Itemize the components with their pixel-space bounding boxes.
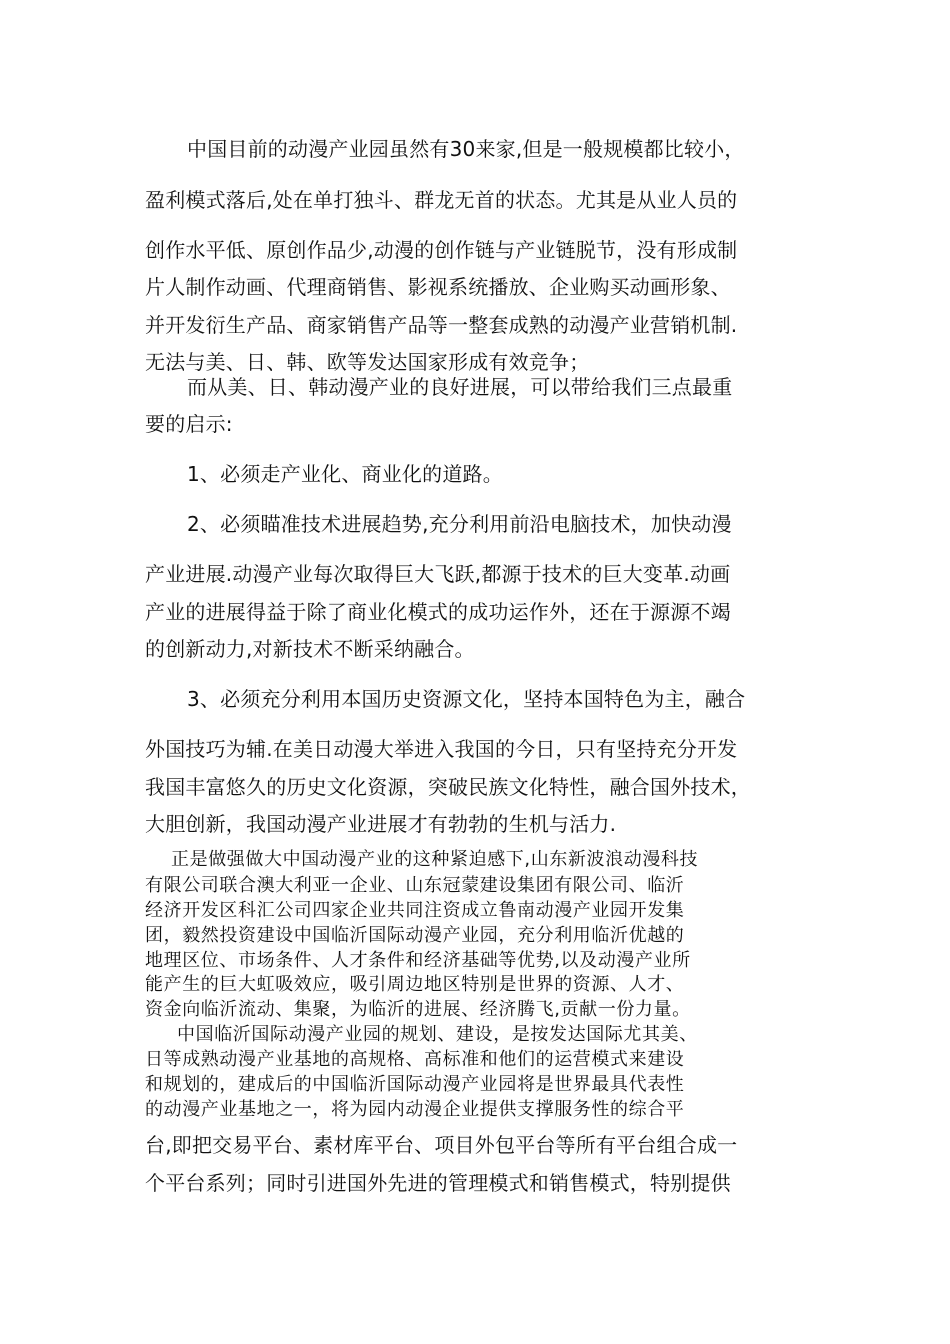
text-line: 的动漫产业基地之一，将为园内动漫企业提供支撑服务性的综合平: [145, 1099, 685, 1120]
text-line: 创作水平低、原创作品少,动漫的创作链与产业链脱节，没有形成制: [145, 238, 738, 262]
text-line: 产业进展.动漫产业每次取得巨大飞跃,都源于技术的巨大变革.动画: [145, 562, 731, 586]
text-line: 并开发衍生产品、商家销售产品等一整套成熟的动漫产业营销机制.: [145, 313, 738, 337]
text-line: 台,即把交易平台、素材库平台、项目外包平台等所有平台组合成一: [145, 1133, 738, 1157]
text-line: 团，毅然投资建设中国临沂国际动漫产业园，充分利用临沂优越的: [145, 925, 685, 946]
text-line: 中国目前的动漫产业园虽然有30来家,但是一般规模都比较小，: [187, 137, 745, 161]
text-line: 能产生的巨大虹吸效应，吸引周边地区特别是世界的资源、人才、: [145, 974, 685, 995]
text-line: 个平台系列；同时引进国外先进的管理模式和销售模式，特别提供: [145, 1171, 731, 1195]
text-line: 无法与美、日、韩、欧等发达国家形成有效竞争；: [145, 350, 590, 374]
text-line: 中国临沂国际动漫产业园的规划、建设，是按发达国际尤其美、: [177, 1024, 698, 1045]
text-line: 和规划的，建成后的中国临沂国际动漫产业园将是世界最具代表性: [145, 1074, 685, 1095]
text-line: 我国丰富悠久的历史文化资源，突破民族文化特性，融合国外技术，: [145, 775, 751, 799]
list-item: 1、必须走产业化、商业化的道路。: [187, 462, 503, 486]
text-line: 外国技巧为辅.在美日动漫大举进入我国的今日，只有坚持充分开发: [145, 737, 738, 761]
text-line: 盈利模式落后,处在单打独斗、群龙无首的状态。尤其是从业人员的: [145, 188, 738, 212]
text-line: 资金向临沂流动、集聚，为临沂的进展、经济腾飞,贡献一份力量。: [145, 999, 691, 1020]
text-line: 要的启示:: [145, 412, 233, 436]
list-item: 2、必须瞄准技术进展趋势,充分利用前沿电脑技术，加快动漫: [187, 512, 732, 536]
text-line: 大胆创新，我国动漫产业进展才有勃勃的生机与活力.: [145, 812, 617, 836]
text-line: 日等成熟动漫产业基地的高规格、高标准和他们的运营模式来建设: [145, 1049, 685, 1070]
text-line: 正是做强做大中国动漫产业的这种紧迫感下,山东新波浪动漫科技: [171, 849, 699, 870]
text-line: 产业的进展得益于除了商业化模式的成功运作外，还在于源源不竭: [145, 600, 731, 624]
list-item: 3、必须充分利用本国历史资源文化，坚持本国特色为主，融合: [187, 687, 746, 711]
text-line: 地理区位、市场条件、人才条件和经济基础等优势,以及动漫产业所: [145, 950, 691, 971]
text-line: 经济开发区科汇公司四家企业共同注资成立鲁南动漫产业园开发集: [145, 900, 685, 921]
text-line: 而从美、日、韩动漫产业的良好进展，可以带给我们三点最重: [187, 375, 733, 399]
text-line: 的创新动力,对新技术不断采纳融合。: [145, 637, 475, 661]
text-line: 有限公司联合澳大利亚一企业、山东冠蒙建设集团有限公司、临沂: [145, 875, 685, 896]
text-line: 片人制作动画、代理商销售、影视系统播放、企业购买动画形象、: [145, 275, 731, 299]
